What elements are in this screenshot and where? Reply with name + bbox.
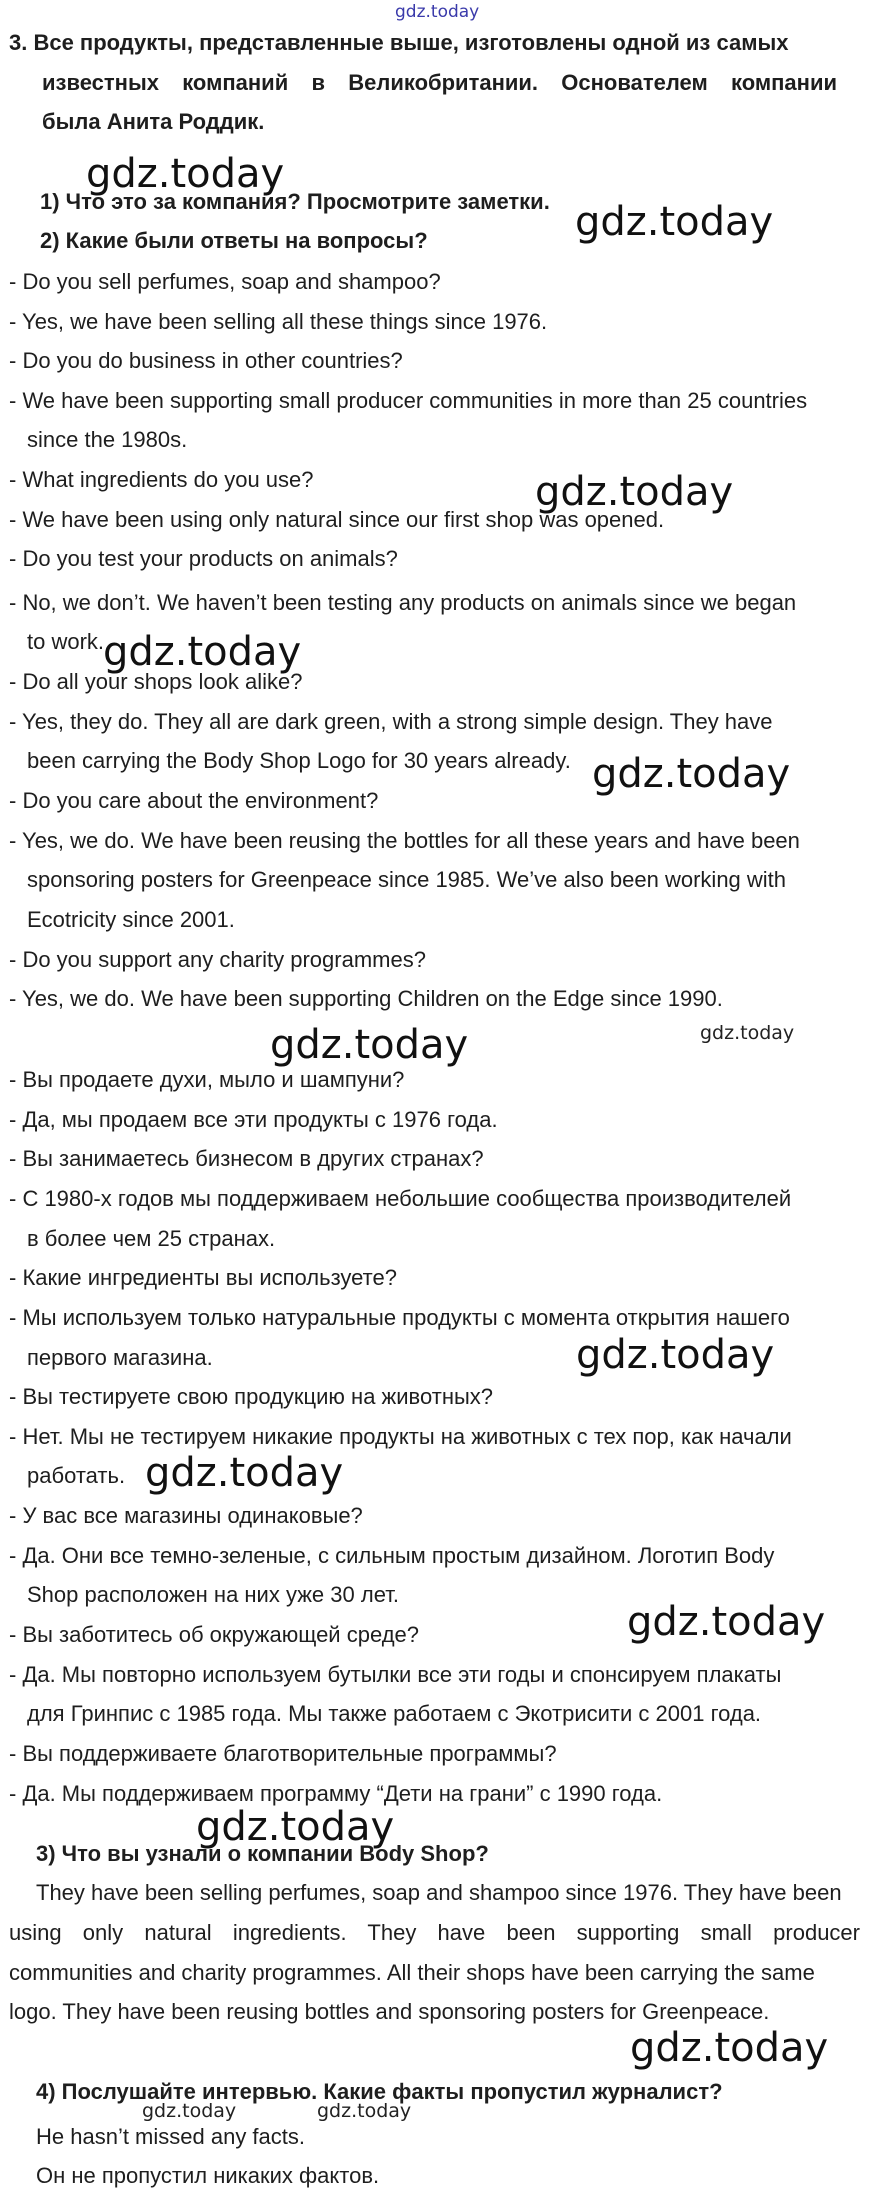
watermark: gdz.today — [592, 751, 791, 797]
dialogue-line-en: been carrying the Body Shop Logo for 30 years already. — [27, 748, 571, 773]
dialogue-line-ru: - Вы тестируете свою продукцию на животных? — [9, 1384, 494, 1409]
dialogue-line-en: - We have been supporting small producer communities in more than 25 countries — [9, 388, 808, 413]
task-line-3: была Анита Роддик. — [42, 109, 265, 134]
dialogue-line-ru: - Нет. Мы не тестируем никакие продукты на животных с тех пор, как начали — [9, 1424, 792, 1449]
dialogue-line-ru: Shop расположен на них уже 30 лет. — [27, 1582, 399, 1607]
dialogue-line-ru: - Да, мы продаем все эти продукты с 1976 года. — [9, 1107, 498, 1132]
question-4: 4) Послушайте интервью. Какие факты пропустил журналист? — [36, 2079, 723, 2104]
dialogue-line-en: - Do you care about the environment? — [9, 788, 379, 813]
dialogue-line-ru: - С 1980-х годов мы поддерживаем небольшие сообщества производителей — [9, 1186, 792, 1211]
dialogue-line-ru: - Да. Мы повторно используем бутылки все эти годы и спонсируем плакаты — [9, 1662, 782, 1687]
watermark-small: gdz.today — [700, 1022, 795, 1044]
watermark: gdz.today — [196, 1804, 395, 1850]
dialogue-line-en: Ecotricity since 2001. — [27, 907, 235, 932]
answer-4-en: He hasn’t missed any facts. — [36, 2124, 306, 2149]
answer-3-line: They have been selling perfumes, soap and shampoo since 1976. They have been — [36, 1880, 842, 1905]
dialogue-line-en: - No, we don’t. We haven’t been testing any products on animals since we began — [9, 590, 797, 615]
watermark: gdz.today — [535, 469, 734, 515]
question-3: 3) Что вы узнали о компании Body Shop? — [36, 1841, 489, 1866]
task-line-2: известных компаний в Великобритании. Основателем компании — [42, 70, 837, 95]
dialogue-line-ru: - Да. Они все темно-зеленые, с сильным простым дизайном. Логотип Body — [9, 1543, 775, 1568]
answer-3-line: communities and charity programmes. All their shops have been carrying the same — [9, 1960, 815, 1985]
watermark-small: gdz.today — [317, 2100, 412, 2122]
watermark: gdz.today — [576, 1332, 775, 1378]
task-line-1: 3. Все продукты, представленные выше, изготовлены одной из самых — [9, 30, 789, 55]
dialogue-line-en: - We have been using only natural since our first shop was opened. — [9, 507, 665, 532]
dialogue-line-en: - Yes, they do. They all are dark green, with a strong simple design. They have — [9, 709, 773, 734]
dialogue-line-en: - Yes, we do. We have been supporting Children on the Edge since 1990. — [9, 986, 723, 1011]
watermark: gdz.today — [86, 151, 285, 197]
answer-4-ru: Он не пропустил никаких фактов. — [36, 2163, 380, 2188]
dialogue-line-en: - What ingredients do you use? — [9, 467, 314, 492]
dialogue-line-en: - Yes, we do. We have been reusing the bottles for all these years and have been — [9, 828, 800, 853]
dialogue-line-en: - Do you sell perfumes, soap and shampoo? — [9, 269, 441, 294]
dialogue-line-ru: - Вы занимаетесь бизнесом в других странах? — [9, 1146, 484, 1171]
watermark: gdz.today — [270, 1022, 469, 1068]
dialogue-line-ru: - Мы используем только натуральные продукты с момента открытия нашего — [9, 1305, 790, 1330]
dialogue-line-en: sponsoring posters for Greenpeace since 1985. We’ve also been working with — [27, 867, 787, 892]
dialogue-line-en: to work. — [27, 629, 105, 654]
dialogue-line-ru: для Гринпис с 1985 года. Мы также работаем с Экотрисити с 2001 года. — [27, 1701, 762, 1726]
dialogue-line-ru: - Какие ингредиенты вы используете? — [9, 1265, 397, 1290]
dialogue-line-en: - Do all your shops look alike? — [9, 669, 303, 694]
answer-3-line: logo. They have been reusing bottles and sponsoring posters for Greenpeace. — [9, 1999, 770, 2024]
dialogue-line-en: - Do you do business in other countries? — [9, 348, 403, 373]
dialogue-line-en: - Do you test your products on animals? — [9, 546, 398, 571]
dialogue-line-ru: - Вы продаете духи, мыло и шампуни? — [9, 1067, 405, 1092]
header-watermark: gdz.today — [395, 2, 480, 22]
dialogue-line-ru: работать. — [27, 1463, 126, 1488]
dialogue-line-ru: - У вас все магазины одинаковые? — [9, 1503, 363, 1528]
answer-3-line: using only natural ingredients. They have been supporting small producer — [9, 1920, 860, 1945]
watermark: gdz.today — [630, 2025, 829, 2071]
dialogue-line-ru: - Да. Мы поддерживаем программу “Дети на грани” с 1990 года. — [9, 1781, 663, 1806]
question-1: 1) Что это за компания? Просмотрите заметки. — [40, 189, 550, 214]
watermark: gdz.today — [103, 629, 302, 675]
watermark: gdz.today — [575, 199, 774, 245]
dialogue-line-ru: первого магазина. — [27, 1345, 213, 1370]
dialogue-line-ru: в более чем 25 странах. — [27, 1226, 276, 1251]
dialogue-line-en: - Do you support any charity programmes? — [9, 947, 426, 972]
watermark-small: gdz.today — [142, 2100, 237, 2122]
dialogue-line-en: since the 1980s. — [27, 427, 188, 452]
watermark: gdz.today — [627, 1599, 826, 1645]
dialogue-line-ru: - Вы заботитесь об окружающей среде? — [9, 1622, 419, 1647]
dialogue-line-en: - Yes, we have been selling all these things since 1976. — [9, 309, 548, 334]
question-2: 2) Какие были ответы на вопросы? — [40, 228, 428, 253]
watermark: gdz.today — [145, 1450, 344, 1496]
dialogue-line-ru: - Вы поддерживаете благотворительные программы? — [9, 1741, 557, 1766]
